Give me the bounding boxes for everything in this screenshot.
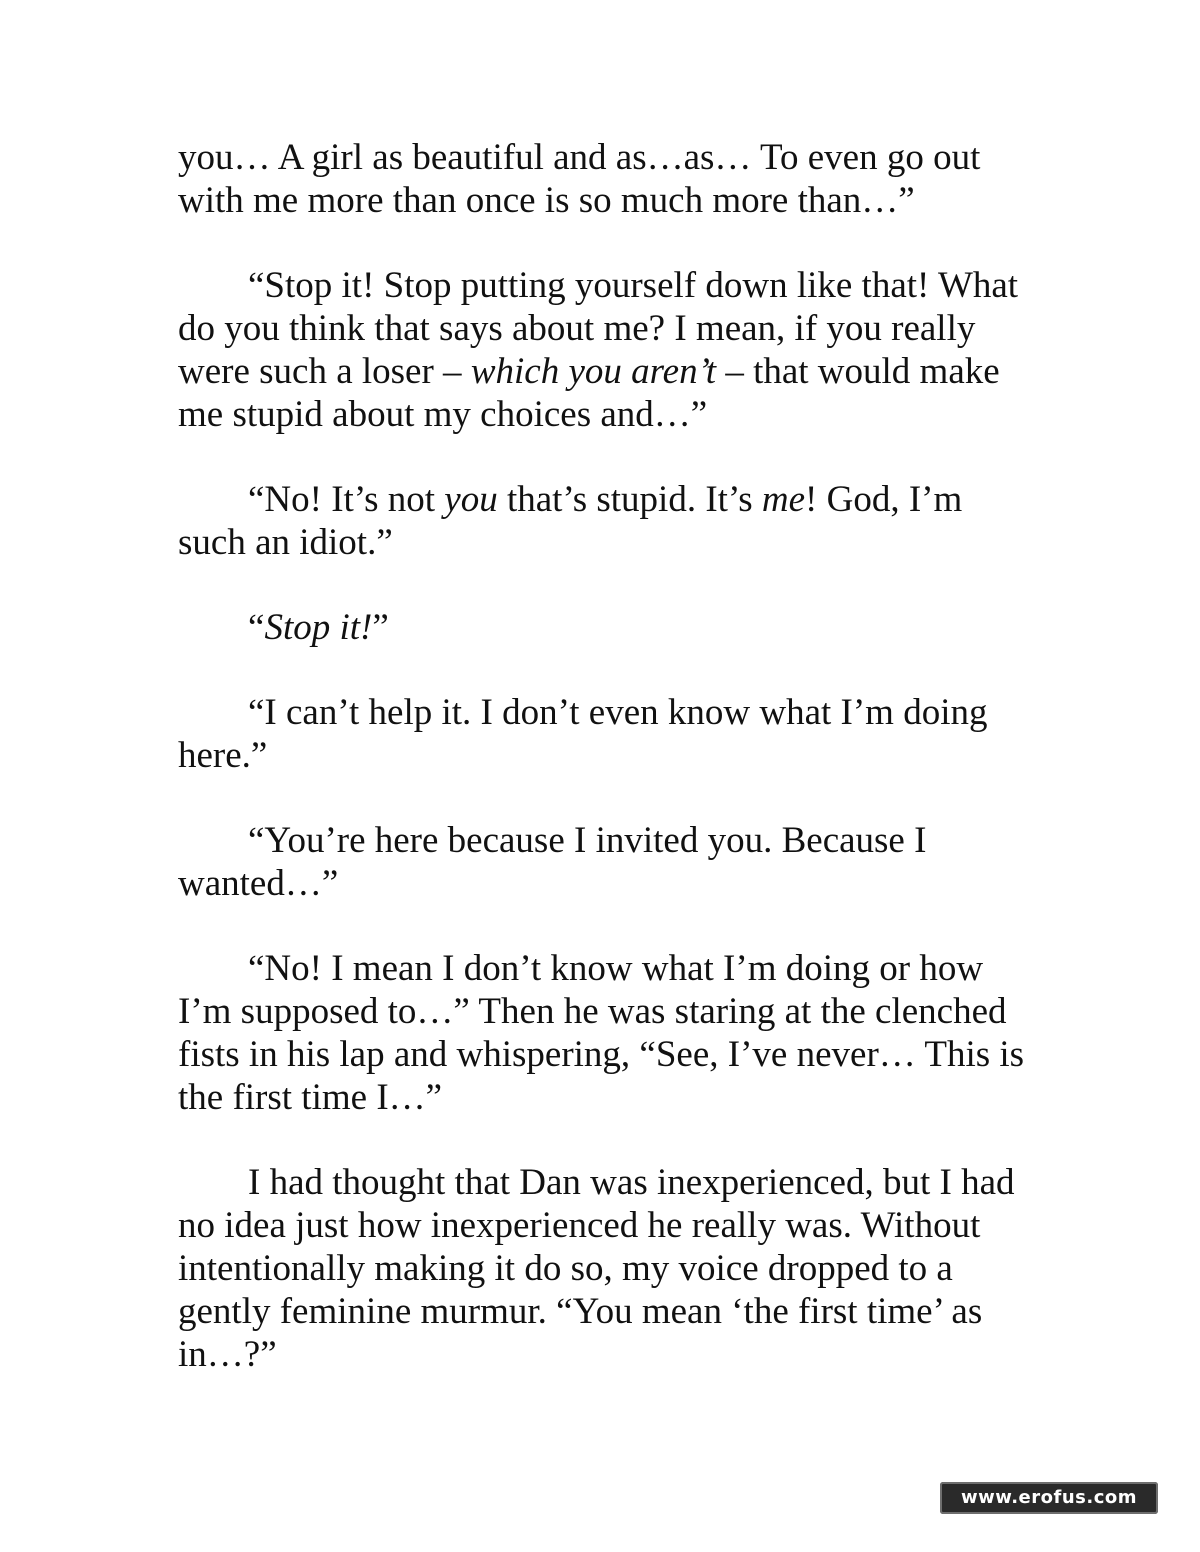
- italic-text-run: which you aren’t: [470, 351, 717, 392]
- text-run: “: [248, 607, 265, 648]
- italic-text-run: Stop it!: [264, 607, 373, 648]
- text-run: you… A girl as beautiful and as…as… To even go out with me more than once is so much more than…”: [178, 137, 981, 221]
- text-run: “I can’t help it. I don’t even know what I’m doing here.”: [178, 692, 988, 776]
- paragraph-3: [178, 478, 1038, 564]
- text-run: “No! I mean I don’t know what I’m doing or how I’m supposed to…” Then he was staring at the clenched fists in his lap and whispering, “See, I’ve never… This is the first time I…”: [178, 948, 1025, 1118]
- text-run: “Stop it! Stop putting yourself down like that! What do you think that says about me? I mean, if you really were such a loser –: [178, 265, 1019, 392]
- paragraph-1: [178, 136, 1038, 222]
- document-page: [178, 136, 1038, 1418]
- paragraph-4: [178, 606, 1038, 649]
- paragraph-5: [178, 691, 1038, 777]
- paragraph-6: [178, 819, 1038, 905]
- text-run: ”: [372, 607, 389, 648]
- italic-text-run: you: [444, 479, 498, 520]
- text-run: that’s stupid. It’s: [497, 479, 762, 520]
- text-run: “No! It’s not: [248, 479, 445, 520]
- text-run: – that would make me stupid about my choices and…”: [178, 351, 1000, 435]
- watermark-badge: [940, 1482, 1158, 1514]
- text-run: I had thought that Dan was inexperienced, but I had no idea just how inexperienced he really was. Without intentionally making it do so, my voice dropped to a gently feminine murmur. “You mean ‘the first time’ as in…?”: [178, 1162, 1015, 1375]
- italic-text-run: me: [761, 479, 806, 520]
- paragraph-2: [178, 264, 1038, 436]
- paragraph-7: [178, 947, 1038, 1119]
- watermark-text: www.erofus.com: [960, 1487, 1137, 1508]
- text-run: “You’re here because I invited you. Because I wanted…”: [178, 820, 927, 904]
- text-run: ! God, I’m such an idiot.”: [178, 479, 963, 563]
- paragraph-8: [178, 1161, 1038, 1376]
